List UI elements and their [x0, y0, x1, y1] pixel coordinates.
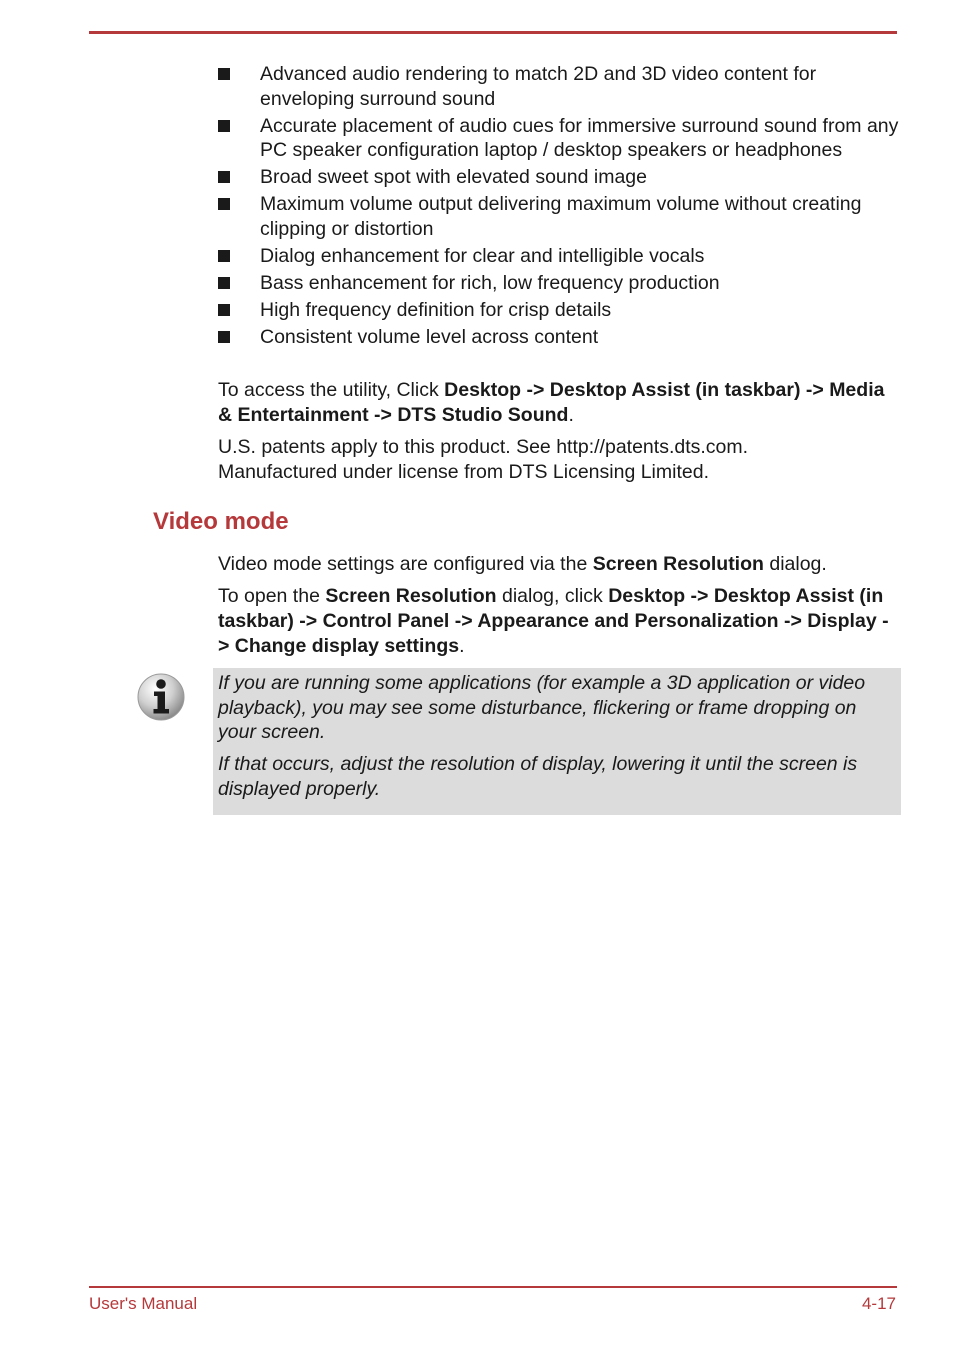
bullet-square-icon	[218, 120, 230, 132]
bullet-square-icon	[218, 277, 230, 289]
footer-rule	[89, 1286, 897, 1288]
list-item-text: High frequency definition for crisp details	[260, 298, 612, 321]
note-paragraph: If you are running some applications (for example a 3D application or video playback), you may see some disturbance, flickering or frame dropping on your screen.	[218, 672, 866, 743]
list-item-text: Broad sweet spot with elevated sound image	[260, 166, 647, 188]
license-line: Manufactured under license from DTS Licensing Limited.	[218, 461, 709, 483]
access-path: Desktop -> Desktop Assist (in taskbar) -> Media & Entertainment -> DTS Studio Sound	[218, 379, 885, 426]
list-item-text: Dialog enhancement for clear and intelligible vocals	[260, 244, 705, 267]
list-item	[216, 114, 906, 163]
video-mode-intro: Video mode settings are configured via the Screen Resolution dialog.	[218, 553, 827, 575]
bullet-square-icon	[218, 331, 230, 343]
bullet-square-icon	[218, 171, 230, 183]
bullet-square-icon	[218, 68, 230, 80]
list-item-text: Maximum volume output delivering maximum volume without creating clipping or distortion	[260, 193, 862, 240]
bullet-square-icon	[218, 250, 230, 262]
feature-list	[216, 62, 906, 352]
bullet-square-icon	[218, 198, 230, 210]
list-item	[216, 244, 906, 269]
section-heading: Video mode	[153, 508, 289, 535]
list-item	[216, 192, 906, 241]
info-icon	[136, 672, 186, 722]
note-paragraph: If that occurs, adjust the resolution of display, lowering it until the screen is displayed properly.	[218, 753, 858, 800]
list-item	[216, 62, 906, 111]
bullet-square-icon	[218, 304, 230, 316]
patents-line: U.S. patents apply to this product. See http://patents.dts.com.	[218, 436, 749, 458]
video-mode-instructions: To open the Screen Resolution dialog, click Desktop -> Desktop Assist (in taskbar) -> Control Panel -> Appearance and Personalization -> Display -> Change display settings.	[218, 585, 889, 657]
list-item-text: Accurate placement of audio cues for immersive surround sound from any PC speaker configuration laptop / desktop speakers or headphones	[260, 114, 899, 161]
list-item	[216, 271, 906, 296]
list-item-text: Advanced audio rendering to match 2D and 3D video content for enveloping surround sound	[260, 63, 817, 110]
header-rule	[89, 31, 897, 34]
list-item	[216, 165, 906, 190]
access-instructions: To access the utility, Click Desktop -> Desktop Assist (in taskbar) -> Media & Entertainment -> DTS Studio Sound.	[218, 379, 885, 426]
video-mode-path: Desktop -> Desktop Assist (in taskbar) -> Control Panel -> Appearance and Personalization -> Display -> Change display settings	[218, 585, 889, 657]
list-item-text: Consistent volume level across content	[260, 325, 599, 348]
page-number: 4-17	[861, 1294, 896, 1313]
list-item	[216, 298, 906, 323]
footer-title: User's Manual	[89, 1294, 198, 1313]
patents-notice	[218, 435, 898, 485]
list-item-text: Bass enhancement for rich, low frequency production	[260, 271, 720, 294]
list-item	[216, 325, 906, 350]
